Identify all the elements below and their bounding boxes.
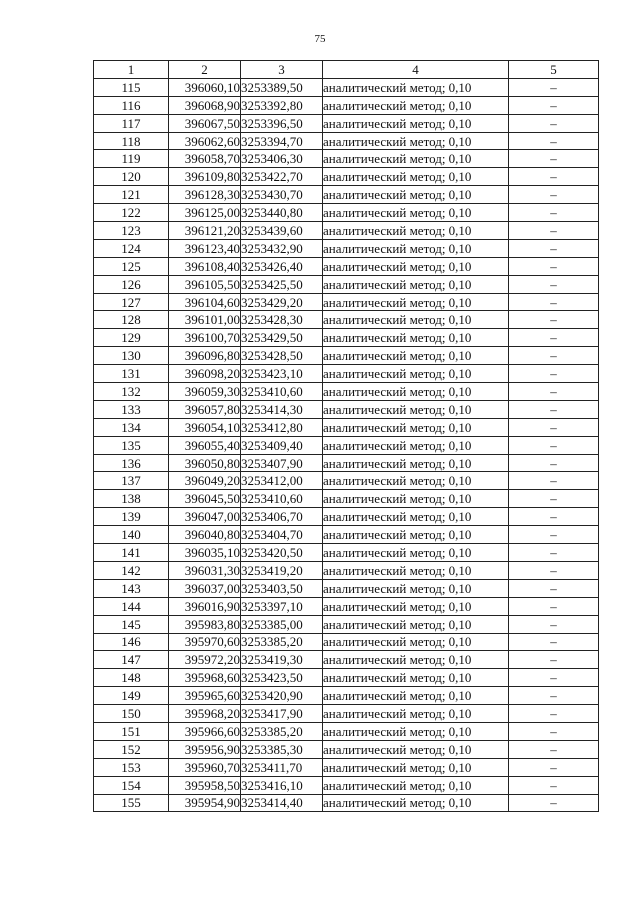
point-number-cell: 154 (94, 776, 169, 794)
point-number-cell: 127 (94, 293, 169, 311)
table-row (94, 78, 599, 96)
y-coordinate-cell: 3253429,20 (241, 293, 323, 311)
y-coordinate-cell: 3253385,00 (241, 615, 323, 633)
x-coordinate-cell: 396049,20 (169, 472, 241, 490)
table-row (94, 311, 599, 329)
table-row (94, 436, 599, 454)
method-cell: аналитический метод; 0,10 (323, 222, 509, 240)
point-number-cell: 142 (94, 561, 169, 579)
note-cell: – (509, 365, 599, 383)
table-row (94, 740, 599, 758)
point-number-cell: 128 (94, 311, 169, 329)
x-coordinate-cell: 396096,80 (169, 347, 241, 365)
note-cell: – (509, 472, 599, 490)
point-number-cell: 151 (94, 722, 169, 740)
x-coordinate-cell: 396016,90 (169, 597, 241, 615)
point-number-cell: 152 (94, 740, 169, 758)
table-row (94, 669, 599, 687)
table-row (94, 257, 599, 275)
method-cell: аналитический метод; 0,10 (323, 239, 509, 257)
point-number-cell: 150 (94, 705, 169, 723)
table-row (94, 490, 599, 508)
table-row (94, 222, 599, 240)
x-coordinate-cell: 396121,20 (169, 222, 241, 240)
y-coordinate-cell: 3253440,80 (241, 204, 323, 222)
point-number-cell: 136 (94, 454, 169, 472)
column-header: 2 (169, 61, 241, 79)
point-number-cell: 148 (94, 669, 169, 687)
method-cell: аналитический метод; 0,10 (323, 454, 509, 472)
y-coordinate-cell: 3253410,60 (241, 490, 323, 508)
method-cell: аналитический метод; 0,10 (323, 794, 509, 812)
point-number-cell: 131 (94, 365, 169, 383)
point-number-cell: 146 (94, 633, 169, 651)
x-coordinate-cell: 396105,50 (169, 275, 241, 293)
method-cell: аналитический метод; 0,10 (323, 114, 509, 132)
x-coordinate-cell: 396098,20 (169, 365, 241, 383)
point-number-cell: 120 (94, 168, 169, 186)
x-coordinate-cell: 395954,90 (169, 794, 241, 812)
note-cell: – (509, 508, 599, 526)
x-coordinate-cell: 396035,10 (169, 544, 241, 562)
table-row (94, 168, 599, 186)
y-coordinate-cell: 3253422,70 (241, 168, 323, 186)
y-coordinate-cell: 3253396,50 (241, 114, 323, 132)
method-cell: аналитический метод; 0,10 (323, 508, 509, 526)
x-coordinate-cell: 395970,60 (169, 633, 241, 651)
y-coordinate-cell: 3253416,10 (241, 776, 323, 794)
table-row (94, 633, 599, 651)
point-number-cell: 116 (94, 96, 169, 114)
method-cell: аналитический метод; 0,10 (323, 633, 509, 651)
point-number-cell: 153 (94, 758, 169, 776)
method-cell: аналитический метод; 0,10 (323, 204, 509, 222)
method-cell: аналитический метод; 0,10 (323, 275, 509, 293)
table-row (94, 275, 599, 293)
point-number-cell: 133 (94, 400, 169, 418)
method-cell: аналитический метод; 0,10 (323, 168, 509, 186)
x-coordinate-cell: 396057,80 (169, 400, 241, 418)
method-cell: аналитический метод; 0,10 (323, 186, 509, 204)
x-coordinate-cell: 395960,70 (169, 758, 241, 776)
note-cell: – (509, 669, 599, 687)
table-row (94, 758, 599, 776)
column-header: 5 (509, 61, 599, 79)
note-cell: – (509, 347, 599, 365)
method-cell: аналитический метод; 0,10 (323, 490, 509, 508)
y-coordinate-cell: 3253428,50 (241, 347, 323, 365)
note-cell: – (509, 436, 599, 454)
point-number-cell: 147 (94, 651, 169, 669)
table-row (94, 776, 599, 794)
method-cell: аналитический метод; 0,10 (323, 776, 509, 794)
y-coordinate-cell: 3253410,60 (241, 383, 323, 401)
x-coordinate-cell: 396100,70 (169, 329, 241, 347)
note-cell: – (509, 114, 599, 132)
y-coordinate-cell: 3253392,80 (241, 96, 323, 114)
table-row (94, 347, 599, 365)
point-number-cell: 118 (94, 132, 169, 150)
note-cell: – (509, 132, 599, 150)
x-coordinate-cell: 396108,40 (169, 257, 241, 275)
column-header: 1 (94, 61, 169, 79)
y-coordinate-cell: 3253423,50 (241, 669, 323, 687)
note-cell: – (509, 454, 599, 472)
x-coordinate-cell: 395968,60 (169, 669, 241, 687)
x-coordinate-cell: 396062,60 (169, 132, 241, 150)
point-number-cell: 149 (94, 687, 169, 705)
table-row (94, 114, 599, 132)
x-coordinate-cell: 396045,50 (169, 490, 241, 508)
page-number: 75 (314, 33, 326, 45)
note-cell: – (509, 78, 599, 96)
note-cell: – (509, 597, 599, 615)
method-cell: аналитический метод; 0,10 (323, 561, 509, 579)
note-cell: – (509, 579, 599, 597)
y-coordinate-cell: 3253414,30 (241, 400, 323, 418)
point-number-cell: 139 (94, 508, 169, 526)
x-coordinate-cell: 396101,00 (169, 311, 241, 329)
x-coordinate-cell: 396067,50 (169, 114, 241, 132)
point-number-cell: 144 (94, 597, 169, 615)
y-coordinate-cell: 3253419,20 (241, 561, 323, 579)
point-number-cell: 124 (94, 239, 169, 257)
note-cell: – (509, 150, 599, 168)
table-row (94, 722, 599, 740)
method-cell: аналитический метод; 0,10 (323, 78, 509, 96)
method-cell: аналитический метод; 0,10 (323, 758, 509, 776)
table-header-row (94, 61, 599, 79)
point-number-cell: 123 (94, 222, 169, 240)
point-number-cell: 126 (94, 275, 169, 293)
point-number-cell: 117 (94, 114, 169, 132)
point-number-cell: 125 (94, 257, 169, 275)
note-cell: – (509, 526, 599, 544)
x-coordinate-cell: 395965,60 (169, 687, 241, 705)
note-cell: – (509, 168, 599, 186)
table-row (94, 383, 599, 401)
x-coordinate-cell: 395958,50 (169, 776, 241, 794)
y-coordinate-cell: 3253423,10 (241, 365, 323, 383)
y-coordinate-cell: 3253411,70 (241, 758, 323, 776)
x-coordinate-cell: 396123,40 (169, 239, 241, 257)
note-cell: – (509, 96, 599, 114)
method-cell: аналитический метод; 0,10 (323, 579, 509, 597)
y-coordinate-cell: 3253389,50 (241, 78, 323, 96)
y-coordinate-cell: 3253412,00 (241, 472, 323, 490)
table-row (94, 186, 599, 204)
y-coordinate-cell: 3253385,30 (241, 740, 323, 758)
point-number-cell: 141 (94, 544, 169, 562)
x-coordinate-cell: 396037,00 (169, 579, 241, 597)
table-row (94, 687, 599, 705)
note-cell: – (509, 383, 599, 401)
table-row (94, 454, 599, 472)
x-coordinate-cell: 396068,90 (169, 96, 241, 114)
y-coordinate-cell: 3253385,20 (241, 722, 323, 740)
y-coordinate-cell: 3253426,40 (241, 257, 323, 275)
table-body (94, 78, 599, 812)
method-cell: аналитический метод; 0,10 (323, 329, 509, 347)
method-cell: аналитический метод; 0,10 (323, 150, 509, 168)
table-row (94, 418, 599, 436)
note-cell: – (509, 257, 599, 275)
point-number-cell: 140 (94, 526, 169, 544)
point-number-cell: 115 (94, 78, 169, 96)
y-coordinate-cell: 3253432,90 (241, 239, 323, 257)
note-cell: – (509, 561, 599, 579)
x-coordinate-cell: 395972,20 (169, 651, 241, 669)
table-row (94, 544, 599, 562)
note-cell: – (509, 722, 599, 740)
y-coordinate-cell: 3253425,50 (241, 275, 323, 293)
y-coordinate-cell: 3253417,90 (241, 705, 323, 723)
method-cell: аналитический метод; 0,10 (323, 687, 509, 705)
point-number-cell: 135 (94, 436, 169, 454)
method-cell: аналитический метод; 0,10 (323, 347, 509, 365)
method-cell: аналитический метод; 0,10 (323, 257, 509, 275)
point-number-cell: 119 (94, 150, 169, 168)
point-number-cell: 143 (94, 579, 169, 597)
x-coordinate-cell: 396054,10 (169, 418, 241, 436)
method-cell: аналитический метод; 0,10 (323, 400, 509, 418)
column-header: 4 (323, 61, 509, 79)
x-coordinate-cell: 395983,80 (169, 615, 241, 633)
x-coordinate-cell: 396104,60 (169, 293, 241, 311)
note-cell: – (509, 418, 599, 436)
table-row (94, 96, 599, 114)
method-cell: аналитический метод; 0,10 (323, 293, 509, 311)
point-number-cell: 121 (94, 186, 169, 204)
table-row (94, 705, 599, 723)
method-cell: аналитический метод; 0,10 (323, 615, 509, 633)
x-coordinate-cell: 396031,30 (169, 561, 241, 579)
method-cell: аналитический метод; 0,10 (323, 705, 509, 723)
table-row (94, 329, 599, 347)
y-coordinate-cell: 3253428,30 (241, 311, 323, 329)
x-coordinate-cell: 396059,30 (169, 383, 241, 401)
note-cell: – (509, 222, 599, 240)
method-cell: аналитический метод; 0,10 (323, 436, 509, 454)
y-coordinate-cell: 3253430,70 (241, 186, 323, 204)
note-cell: – (509, 490, 599, 508)
point-number-cell: 145 (94, 615, 169, 633)
method-cell: аналитический метод; 0,10 (323, 418, 509, 436)
x-coordinate-cell: 396125,00 (169, 204, 241, 222)
note-cell: – (509, 651, 599, 669)
note-cell: – (509, 239, 599, 257)
y-coordinate-cell: 3253385,20 (241, 633, 323, 651)
x-coordinate-cell: 396040,80 (169, 526, 241, 544)
table-row (94, 651, 599, 669)
y-coordinate-cell: 3253406,30 (241, 150, 323, 168)
x-coordinate-cell: 396050,80 (169, 454, 241, 472)
method-cell: аналитический метод; 0,10 (323, 597, 509, 615)
y-coordinate-cell: 3253412,80 (241, 418, 323, 436)
table-row (94, 579, 599, 597)
table-row (94, 400, 599, 418)
note-cell: – (509, 740, 599, 758)
method-cell: аналитический метод; 0,10 (323, 722, 509, 740)
note-cell: – (509, 544, 599, 562)
y-coordinate-cell: 3253409,40 (241, 436, 323, 454)
x-coordinate-cell: 395968,20 (169, 705, 241, 723)
point-number-cell: 122 (94, 204, 169, 222)
x-coordinate-cell: 396047,00 (169, 508, 241, 526)
point-number-cell: 155 (94, 794, 169, 812)
table-row (94, 561, 599, 579)
table-row (94, 293, 599, 311)
x-coordinate-cell: 395966,60 (169, 722, 241, 740)
table-row (94, 204, 599, 222)
table-row (94, 526, 599, 544)
method-cell: аналитический метод; 0,10 (323, 740, 509, 758)
point-number-cell: 137 (94, 472, 169, 490)
note-cell: – (509, 186, 599, 204)
table-row (94, 132, 599, 150)
y-coordinate-cell: 3253403,50 (241, 579, 323, 597)
y-coordinate-cell: 3253439,60 (241, 222, 323, 240)
y-coordinate-cell: 3253429,50 (241, 329, 323, 347)
note-cell: – (509, 705, 599, 723)
y-coordinate-cell: 3253414,40 (241, 794, 323, 812)
note-cell: – (509, 204, 599, 222)
y-coordinate-cell: 3253397,10 (241, 597, 323, 615)
table-row (94, 150, 599, 168)
method-cell: аналитический метод; 0,10 (323, 526, 509, 544)
point-number-cell: 132 (94, 383, 169, 401)
note-cell: – (509, 400, 599, 418)
note-cell: – (509, 687, 599, 705)
table-row (94, 597, 599, 615)
table-row (94, 365, 599, 383)
point-number-cell: 134 (94, 418, 169, 436)
x-coordinate-cell: 396055,40 (169, 436, 241, 454)
method-cell: аналитический метод; 0,10 (323, 544, 509, 562)
y-coordinate-cell: 3253404,70 (241, 526, 323, 544)
y-coordinate-cell: 3253394,70 (241, 132, 323, 150)
table-row (94, 508, 599, 526)
note-cell: – (509, 794, 599, 812)
method-cell: аналитический метод; 0,10 (323, 311, 509, 329)
method-cell: аналитический метод; 0,10 (323, 132, 509, 150)
table-row (94, 794, 599, 812)
note-cell: – (509, 615, 599, 633)
x-coordinate-cell: 396060,10 (169, 78, 241, 96)
y-coordinate-cell: 3253407,90 (241, 454, 323, 472)
note-cell: – (509, 758, 599, 776)
y-coordinate-cell: 3253420,90 (241, 687, 323, 705)
column-header: 3 (241, 61, 323, 79)
note-cell: – (509, 293, 599, 311)
note-cell: – (509, 311, 599, 329)
point-number-cell: 130 (94, 347, 169, 365)
method-cell: аналитический метод; 0,10 (323, 472, 509, 490)
point-number-cell: 129 (94, 329, 169, 347)
table-row (94, 472, 599, 490)
note-cell: – (509, 275, 599, 293)
method-cell: аналитический метод; 0,10 (323, 383, 509, 401)
point-number-cell: 138 (94, 490, 169, 508)
y-coordinate-cell: 3253420,50 (241, 544, 323, 562)
x-coordinate-cell: 396128,30 (169, 186, 241, 204)
y-coordinate-cell: 3253406,70 (241, 508, 323, 526)
table-row (94, 615, 599, 633)
method-cell: аналитический метод; 0,10 (323, 365, 509, 383)
coordinates-table (93, 60, 599, 812)
note-cell: – (509, 776, 599, 794)
x-coordinate-cell: 395956,90 (169, 740, 241, 758)
x-coordinate-cell: 396109,80 (169, 168, 241, 186)
method-cell: аналитический метод; 0,10 (323, 669, 509, 687)
x-coordinate-cell: 396058,70 (169, 150, 241, 168)
y-coordinate-cell: 3253419,30 (241, 651, 323, 669)
method-cell: аналитический метод; 0,10 (323, 96, 509, 114)
note-cell: – (509, 329, 599, 347)
table-row (94, 239, 599, 257)
note-cell: – (509, 633, 599, 651)
method-cell: аналитический метод; 0,10 (323, 651, 509, 669)
